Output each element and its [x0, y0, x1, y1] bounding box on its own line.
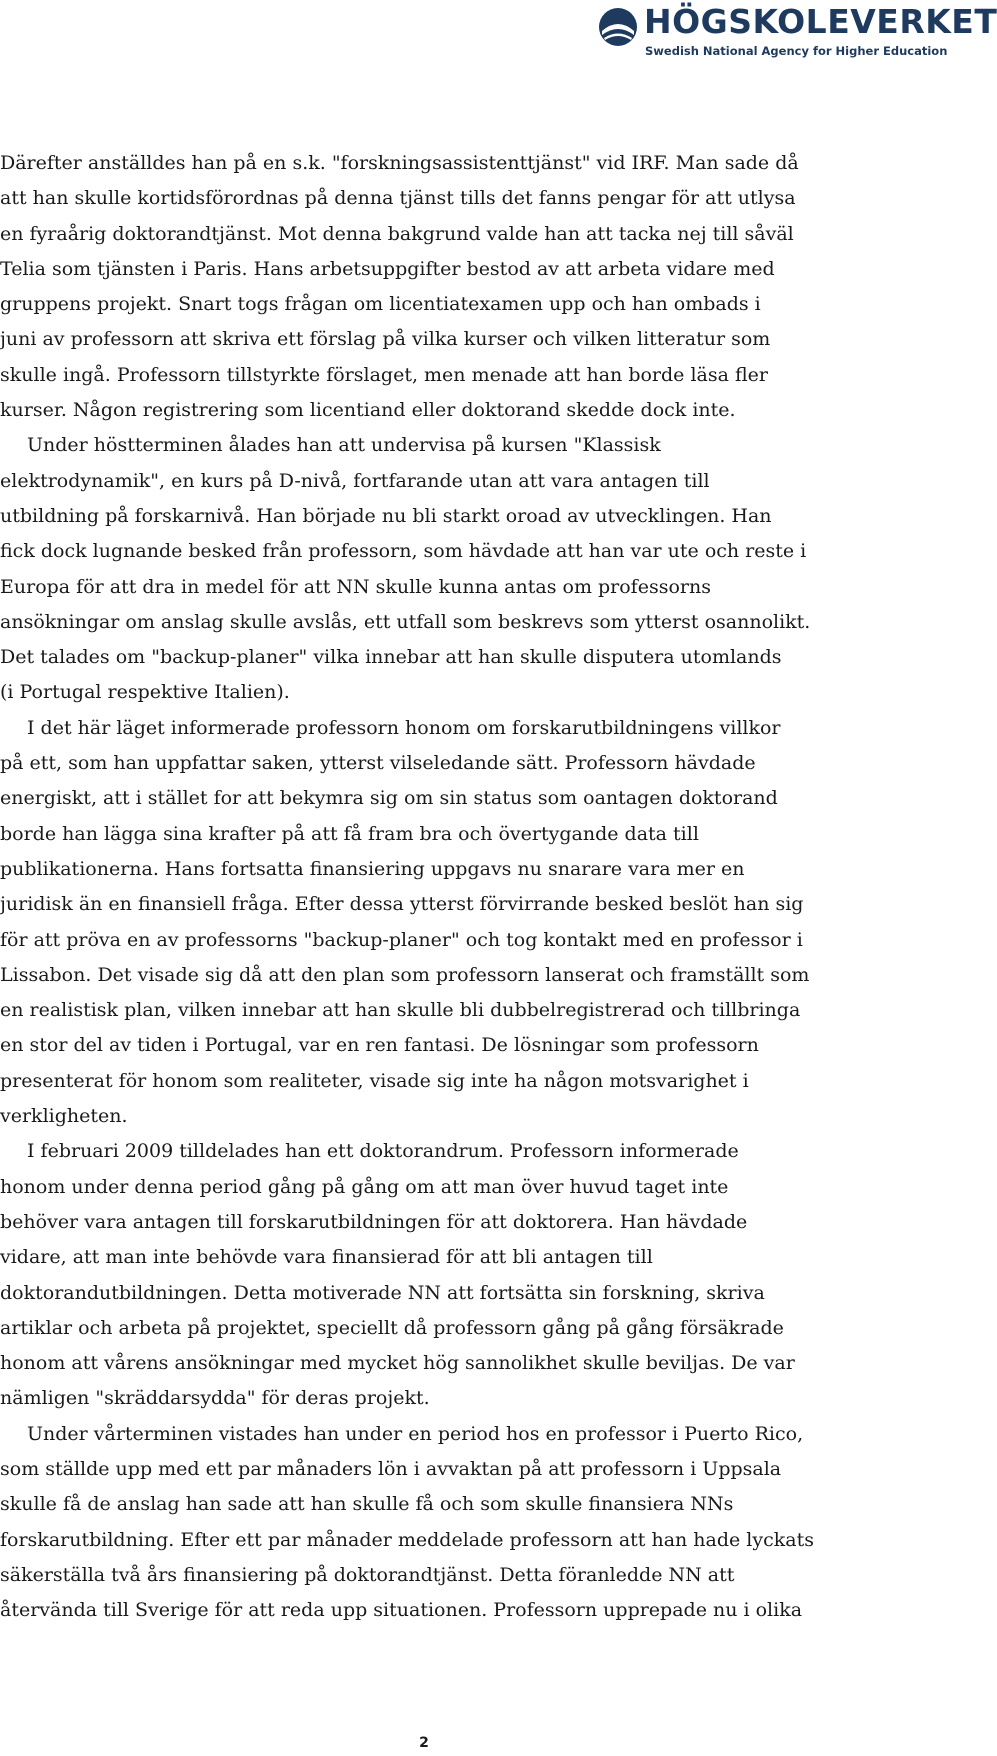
text-line: Det talades om "backup-planer" vilka innebar att han skulle disputera utomlands [0, 646, 782, 669]
paragraph-3 [0, 711, 860, 1135]
text-line: en fyraårig doktorandtjänst. Mot denna bakgrund valde han att tacka nej till såväl [0, 222, 794, 245]
text-line: Under höstterminen ålades han att undervisa på kursen "Klassisk [27, 434, 661, 457]
text-line: återvända till Sverige för att reda upp situationen. Professorn upprepade nu i olika [0, 1599, 803, 1622]
text-line: artiklar och arbeta på projektet, speciellt då professorn gång på gång försäkrade [0, 1316, 784, 1339]
text-line: att han skulle kortidsförordnas på denna tjänst tills det fanns pengar för att utlysa [0, 187, 796, 210]
text-line: fick dock lugnande besked från professorn, som hävdade att han var ute och reste i [0, 540, 807, 563]
paragraph-5 [0, 1417, 860, 1629]
text-line: behöver vara antagen till forskarutbildningen för att doktorera. Han hävdade [0, 1210, 748, 1233]
hogskoleverket-emblem-icon [598, 7, 638, 47]
paragraph-1 [0, 146, 860, 428]
text-line: vidare, att man inte behövde vara finansierad för att bli antagen till [0, 1246, 653, 1269]
paragraph-2 [0, 428, 860, 710]
page-number: 2 [419, 1735, 429, 1751]
text-line: I februari 2009 tilldelades han ett doktorandrum. Professorn informerade [27, 1140, 739, 1163]
text-line: Därefter anställdes han på en s.k. "forskningsassistenttjänst" vid IRF. Man sade då [0, 152, 799, 174]
text-line: publikationerna. Hans fortsatta finansiering uppgavs nu snarare vara mer en [0, 857, 745, 880]
text-line: skulle få de anslag han sade att han skulle få och som skulle finansiera NNs [0, 1493, 734, 1516]
paragraph-4 [0, 1134, 860, 1416]
text-line: på ett, som han uppfattar saken, ytterst vilseledande sätt. Professorn hävdade [0, 752, 756, 775]
text-line: gruppens projekt. Snart togs frågan om licentiatexamen upp och han ombads i [0, 293, 761, 316]
text-line: (i Portugal respektive Italien). [0, 681, 290, 704]
text-line: elektrodynamik", en kurs på D-nivå, fortfarande utan att vara antagen till [0, 469, 710, 492]
text-line: verkligheten. [0, 1105, 128, 1128]
text-line: för att pröva en av professorns "backup-planer" och tog kontakt med en professor i [0, 928, 803, 951]
text-line: forskarutbildning. Efter ett par månader meddelade professorn att han hade lyckats [0, 1528, 814, 1551]
text-line: skulle ingå. Professorn tillstyrkte förslaget, men menade att han borde läsa fler [0, 363, 768, 386]
document-body [0, 146, 860, 1628]
logo-name: HÖGSKOLEVERKET [644, 2, 997, 41]
text-line: en realistisk plan, vilken innebar att han skulle bli dubbelregistrerad och tillbringa [0, 999, 801, 1022]
text-line: energiskt, att i stället for att bekymra sig om sin status som oantagen doktorand [0, 787, 778, 810]
text-line: I det här läget informerade professorn honom om forskarutbildningens villkor [27, 716, 781, 739]
text-line: honom att vårens ansökningar med mycket hög sannolikhet skulle beviljas. De var [0, 1352, 795, 1375]
text-line: juni av professorn att skriva ett förslag på vilka kurser och vilken litteratur som [0, 328, 771, 351]
text-line: Europa för att dra in medel för att NN skulle kunna antas om professorns [0, 575, 711, 598]
logo-tagline: Swedish National Agency for Higher Education [645, 44, 948, 58]
hogskoleverket-logo [598, 2, 997, 64]
page-header [0, 0, 997, 70]
text-line: Telia som tjänsten i Paris. Hans arbetsuppgifter bestod av att arbeta vidare med [0, 257, 775, 280]
text-line: honom under denna period gång på gång om att man över huvud taget inte [0, 1175, 729, 1198]
text-line: juridisk än en finansiell fråga. Efter dessa ytterst förvirrande besked beslöt han sig [0, 893, 804, 916]
text-line: kurser. Någon registrering som licentiand eller doktorand skedde dock inte. [0, 399, 736, 422]
text-line: borde han lägga sina krafter på att få fram bra och övertygande data till [0, 822, 699, 845]
text-line: som ställde upp med ett par månaders lön i avvaktan på att professorn i Uppsala [0, 1457, 782, 1480]
text-line: en stor del av tiden i Portugal, var en ren fantasi. De lösningar som professorn [0, 1034, 759, 1057]
text-line: doktorandutbildningen. Detta motiverade NN att fortsätta sin forskning, skriva [0, 1281, 765, 1304]
text-line: ansökningar om anslag skulle avslås, ett utfall som beskrevs som ytterst osannolikt. [0, 610, 811, 633]
text-line: nämligen "skräddarsydda" för deras projekt. [0, 1387, 430, 1410]
text-line: utbildning på forskarnivå. Han började nu bli starkt oroad av utvecklingen. Han [0, 504, 772, 527]
text-line: presenterat för honom som realiteter, visade sig inte ha någon motsvarighet i [0, 1069, 749, 1092]
text-line: Lissabon. Det visade sig då att den plan som professorn lanserat och framställt som [0, 963, 810, 986]
text-line: Under vårterminen vistades han under en period hos en professor i Puerto Rico, [27, 1422, 804, 1445]
text-line: säkerställa två års finansiering på doktorandtjänst. Detta föranledde NN att [0, 1563, 735, 1586]
